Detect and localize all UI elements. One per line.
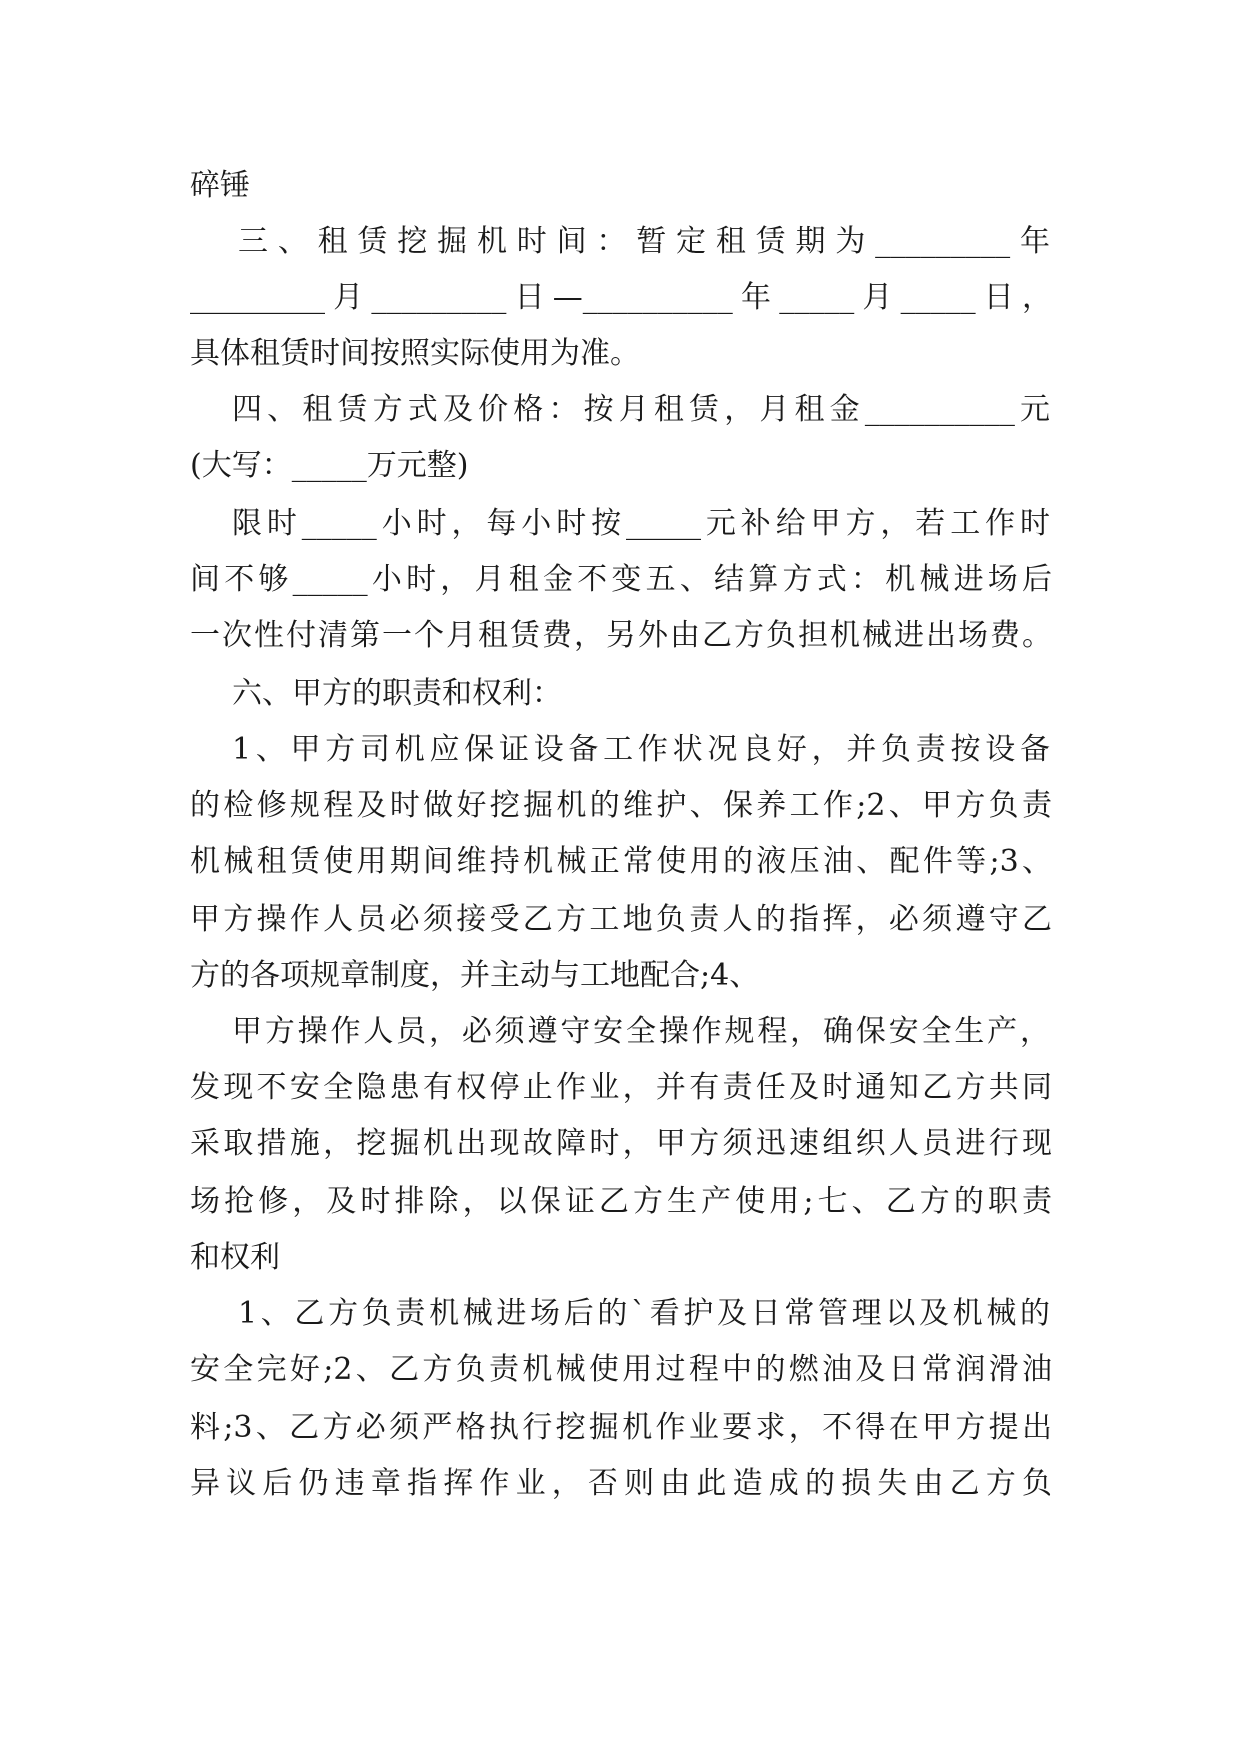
text-line: 场抢修，及时排除，以保证乙方生产使用;七、乙方的职责 — [190, 1184, 1052, 1219]
paragraph-start-line: 限时_____小时，每小时按_____元补给甲方，若工作时 — [232, 506, 1050, 541]
text-line: 异议后仍违章指挥作业，否则由此造成的损失由乙方负 — [190, 1466, 1052, 1501]
text-line: 和权利 — [190, 1240, 280, 1275]
text-line: 机械租赁使用期间维持机械正常使用的液压油、配件等;3、 — [190, 844, 1052, 879]
text-line: 料;3、乙方必须严格执行挖掘机作业要求，不得在甲方提出 — [190, 1410, 1052, 1445]
text-line: 发现不安全隐患有权停止作业，并有责任及时通知乙方共同 — [190, 1070, 1052, 1105]
text-line: 甲方操作人员必须接受乙方工地负责人的指挥，必须遵守乙 — [190, 902, 1052, 937]
text-line: 一次性付清第一个月租赁费，另外由乙方负担机械进出场费。 — [190, 618, 1052, 653]
text-line: 间不够_____小时，月租金不变五、结算方式：机械进场后 — [190, 562, 1052, 597]
text-line: 方的各项规章制度，并主动与工地配合;4、 — [190, 958, 760, 993]
paragraph-start-line: 1、乙方负责机械进场后的`看护及日常管理以及机械的 — [238, 1296, 1050, 1331]
text-line: 采取措施，挖掘机出现故障时，甲方须迅速组织人员进行现 — [190, 1126, 1052, 1161]
text-line: 安全完好;2、乙方负责机械使用过程中的燃油及日常润滑油 — [190, 1352, 1052, 1387]
paragraph-start-line: 1、甲方司机应保证设备工作状况良好，并负责按设备 — [232, 732, 1050, 767]
section-3-heading-line: 三、租赁挖掘机时间：暂定租赁期为_________年 — [238, 224, 1050, 259]
text-line: 的检修规程及时做好挖掘机的维护、保养工作;2、甲方负责 — [190, 788, 1052, 823]
paragraph-start-line: 甲方操作人员，必须遵守安全操作规程，确保安全生产， — [232, 1014, 1050, 1049]
text-line: (大写：_____万元整) — [190, 448, 469, 483]
section-4-heading-line: 四、租赁方式及价格：按月租赁，月租金__________元 — [232, 392, 1050, 427]
text-line: 具体租赁时间按照实际使用为准。 — [190, 336, 640, 371]
text-line: 碎锤 — [190, 168, 250, 203]
section-6-heading-line: 六、甲方的职责和权利： — [232, 676, 562, 711]
text-line: _________月_________日—__________年_____月_____日， — [190, 280, 1052, 315]
